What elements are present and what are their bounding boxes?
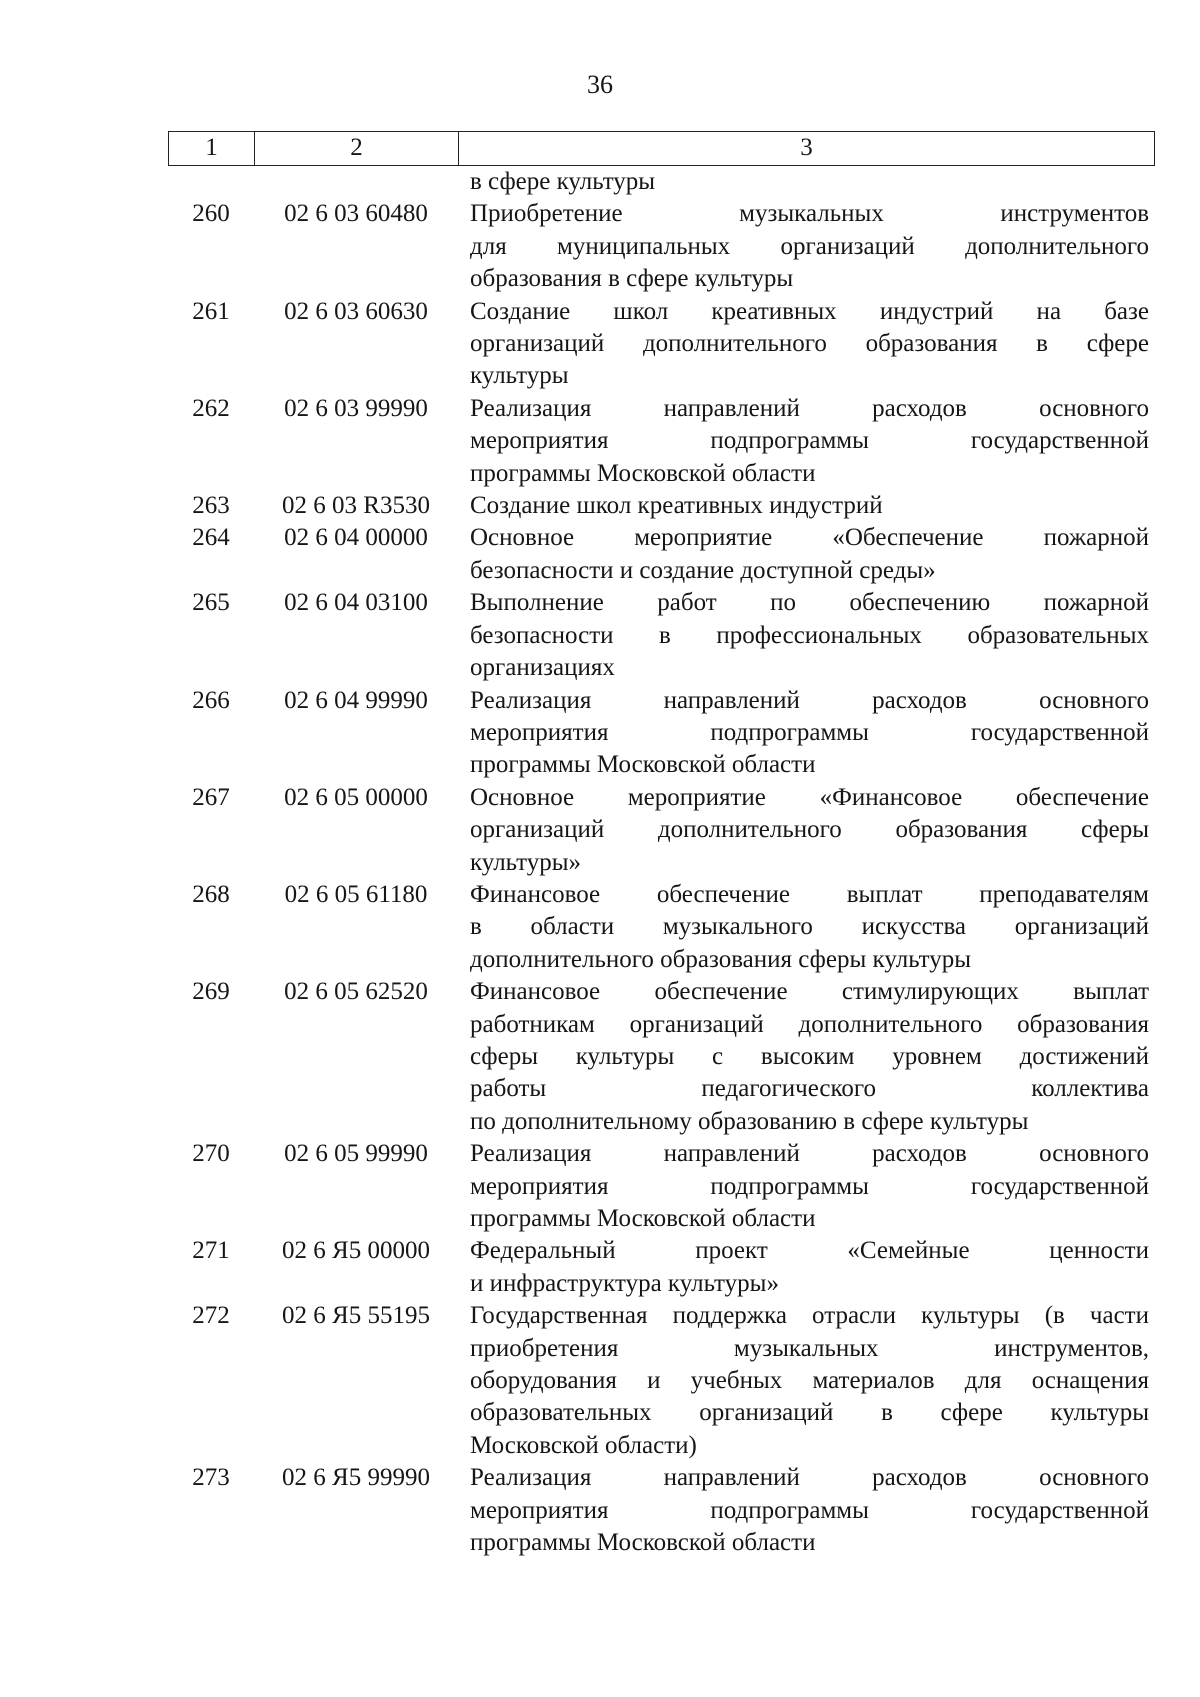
description-line: организациях xyxy=(470,654,615,682)
description-line: Реализация направлений расходов основного xyxy=(470,686,1149,714)
budget-code: 02 6 05 00000 xyxy=(284,783,428,811)
description-line: по дополнительному образованию в сфере культуры xyxy=(470,1107,1029,1135)
row-number: 262 xyxy=(192,394,230,422)
row-number: 263 xyxy=(192,492,230,520)
row-number: 272 xyxy=(192,1302,230,1330)
table-row xyxy=(168,1235,1155,1300)
description-cell xyxy=(458,490,1155,522)
description-line: в сфере культуры xyxy=(470,168,656,195)
description-line: программы Московской области xyxy=(470,1205,816,1232)
description-line: и инфраструктура культуры» xyxy=(470,1269,779,1297)
table-row xyxy=(168,976,1155,1138)
description-line: Создание школ креативных индустрий на базе xyxy=(470,297,1149,325)
description-line: Финансовое обеспечение стимулирующих выплат xyxy=(470,978,1149,1006)
description-line: Приобретение музыкальных инструментов xyxy=(470,200,1149,228)
description-line: оборудования и учебных материалов для оснащения xyxy=(470,1367,1149,1395)
row-number: 265 xyxy=(192,589,230,617)
page-number: 36 xyxy=(587,70,613,99)
description-cell xyxy=(458,782,1155,879)
table-row xyxy=(168,393,1155,490)
description-cell xyxy=(458,976,1155,1138)
budget-code: 02 6 Я5 00000 xyxy=(282,1237,430,1265)
table-body xyxy=(168,166,1155,1559)
table-row xyxy=(168,1300,1155,1462)
row-number: 271 xyxy=(192,1237,230,1265)
description-line: Основное мероприятие «Финансовое обеспечение xyxy=(470,783,1149,811)
description-cell xyxy=(458,587,1155,684)
header-col-1: 1 xyxy=(169,132,255,165)
table-header xyxy=(168,131,1155,166)
row-number: 266 xyxy=(192,686,230,714)
description-line: Реализация направлений расходов основного xyxy=(470,394,1149,422)
description-line: Финансовое обеспечение выплат преподавателям xyxy=(470,880,1149,908)
row-number: 268 xyxy=(192,880,230,908)
budget-code: 02 6 03 60630 xyxy=(284,297,428,325)
header-col-3: 3 xyxy=(800,134,813,161)
table-row xyxy=(168,198,1155,295)
budget-code: 02 6 04 99990 xyxy=(284,686,428,714)
budget-code: 02 6 03 99990 xyxy=(284,394,428,422)
description-line: программы Московской области xyxy=(470,751,816,779)
budget-code: 02 6 03 60480 xyxy=(284,200,428,228)
description-cell xyxy=(458,1300,1155,1462)
description-cell xyxy=(458,198,1155,295)
description-line: мероприятия подпрограммы государственной xyxy=(470,1496,1149,1524)
row-number: 264 xyxy=(192,524,230,552)
description-line: программы Московской области xyxy=(470,459,816,487)
description-line: приобретения музыкальных инструментов, xyxy=(470,1334,1149,1362)
table-row xyxy=(168,296,1155,393)
budget-code: 02 6 Я5 99990 xyxy=(282,1464,430,1492)
description-line: образования в сфере культуры xyxy=(470,265,794,293)
description-line: Создание школ креативных индустрий xyxy=(470,492,883,520)
table-row xyxy=(168,522,1155,587)
table-row xyxy=(168,879,1155,976)
table-row xyxy=(168,587,1155,684)
description-line: организаций дополнительного образования в сфере xyxy=(470,330,1149,358)
row-number: 261 xyxy=(192,297,230,325)
table-row xyxy=(168,782,1155,879)
budget-code: 02 6 05 62520 xyxy=(284,978,428,1006)
description-line: мероприятия подпрограммы государственной xyxy=(470,427,1149,455)
budget-code: 02 6 03 R3530 xyxy=(282,492,430,520)
description-line: сферы культуры с высоким уровнем достижений xyxy=(470,1042,1149,1070)
table-row xyxy=(168,490,1155,522)
description-cell xyxy=(458,685,1155,782)
description-cell xyxy=(458,166,1155,198)
description-line: мероприятия подпрограммы государственной xyxy=(470,718,1149,746)
row-number: 270 xyxy=(192,1140,230,1168)
description-line: в области музыкального искусства организаций xyxy=(470,913,1149,941)
description-line: дополнительного образования сферы культуры xyxy=(470,945,972,973)
description-line: культуры» xyxy=(470,848,582,876)
table-row xyxy=(168,1462,1155,1559)
header-col-2: 2 xyxy=(255,132,459,165)
budget-code: 02 6 05 61180 xyxy=(284,880,428,908)
row-number: 260 xyxy=(192,200,230,228)
description-line: безопасности и создание доступной среды» xyxy=(470,556,936,584)
description-cell xyxy=(458,1138,1155,1235)
empty-cell xyxy=(254,166,458,198)
row-number: 267 xyxy=(192,783,230,811)
description-line: Федеральный проект «Семейные ценности xyxy=(470,1237,1149,1265)
description-line: Реализация направлений расходов основного xyxy=(470,1140,1149,1168)
description-line: Государственная поддержка отрасли культуры (в части xyxy=(470,1302,1149,1330)
description-line: культуры xyxy=(470,362,569,390)
description-line: Выполнение работ по обеспечению пожарной xyxy=(470,589,1149,617)
description-line: для муниципальных организаций дополнительного xyxy=(470,232,1149,260)
description-line: мероприятия подпрограммы государственной xyxy=(470,1172,1149,1200)
budget-code: 02 6 04 03100 xyxy=(284,589,428,617)
table-row xyxy=(168,685,1155,782)
description-cell xyxy=(458,522,1155,587)
description-line: безопасности в профессиональных образовательных xyxy=(470,621,1149,649)
description-cell xyxy=(458,1462,1155,1559)
description-line: образовательных организаций в сфере культуры xyxy=(470,1399,1149,1427)
description-cell xyxy=(458,1235,1155,1300)
row-number: 273 xyxy=(192,1464,230,1492)
description-line: организаций дополнительного образования сферы xyxy=(470,816,1149,844)
description-cell xyxy=(458,393,1155,490)
description-cell xyxy=(458,296,1155,393)
description-line: Московской области) xyxy=(470,1431,697,1459)
description-line: программы Московской области xyxy=(470,1529,816,1557)
description-cell xyxy=(458,879,1155,976)
description-line: Основное мероприятие «Обеспечение пожарной xyxy=(470,524,1149,552)
description-line: работникам организаций дополнительного образования xyxy=(470,1010,1149,1038)
continuation-row xyxy=(168,166,1155,198)
budget-code: 02 6 05 99990 xyxy=(284,1140,428,1168)
description-line: Реализация направлений расходов основного xyxy=(470,1464,1149,1492)
budget-code: 02 6 04 00000 xyxy=(284,524,428,552)
row-number: 269 xyxy=(192,978,230,1006)
empty-cell xyxy=(168,166,254,198)
table-row xyxy=(168,1138,1155,1235)
description-line: работы педагогического коллектива xyxy=(470,1075,1149,1103)
budget-code: 02 6 Я5 55195 xyxy=(282,1302,430,1330)
